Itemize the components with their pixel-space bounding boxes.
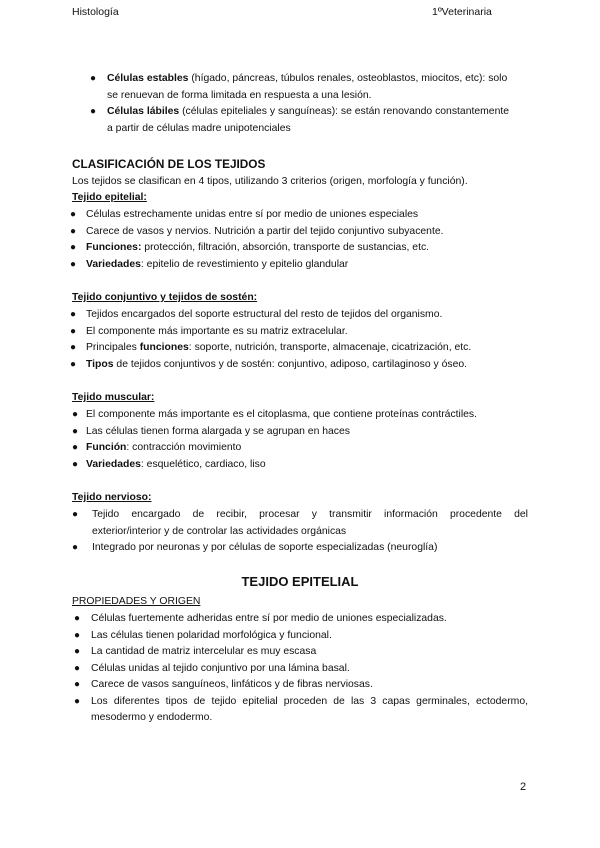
text: (hígado, páncreas, túbulos renales, osteoblastos, miocitos, etc): solo (188, 73, 508, 84)
list-item: ● Células fuertemente adheridas entre sí por medio de uniones especializadas. (74, 611, 528, 628)
term: Células lábiles (107, 106, 180, 117)
intro-text: Los tejidos se clasifican en 4 tipos, utilizando 3 criterios (origen, morfología y función). (72, 176, 468, 187)
list-item (90, 71, 540, 104)
list-item (74, 694, 528, 727)
subsection-heading: Tejido muscular: (72, 392, 155, 403)
bullet-icon: ● (74, 679, 81, 690)
nervioso-list (72, 507, 528, 557)
bullet-icon: ● (74, 646, 81, 657)
list-item: ● Principales funciones: soporte, nutrición, transporte, almacenaje, cicatrización, etc. (70, 340, 540, 357)
bullet-icon: ● (90, 73, 97, 84)
cell-types-list (90, 71, 540, 137)
bullet-icon: ● (72, 542, 79, 553)
text: (células epiteliales y sanguíneas): se están renovando constantemente (179, 106, 510, 117)
list-item: ● El componente más importante es el citoplasma, que contiene proteínas contráctiles. (72, 407, 532, 424)
bullet-icon: ● (70, 325, 77, 337)
conjuntivo-list (70, 307, 540, 373)
text: mesodermo y endodermo. (91, 712, 213, 723)
section-title: TEJIDO EPITELIAL (241, 574, 359, 589)
bullet-icon: ● (72, 425, 79, 437)
list-item: ● Células estrechamente unidas entre sí por medio de uniones especiales (70, 207, 530, 224)
subsection-heading: PROPIEDADES Y ORIGEN (72, 596, 201, 607)
bullet-icon: ● (72, 442, 79, 453)
bullet-icon: ● (70, 242, 77, 253)
bullet-icon: ● (70, 309, 77, 320)
subsection-heading: Tejido conjuntivo y tejidos de sostén: (72, 292, 258, 303)
bullet-icon: ● (70, 225, 77, 237)
list-item: ● Carece de vasos sanguíneos, linfáticos y de fibras nerviosas. (74, 677, 528, 694)
list-item: ● Tejidos encargados del soporte estructural del resto de tejidos del organismo. (70, 307, 540, 324)
list-item: ● La cantidad de matriz intercelular es muy escasa (74, 644, 528, 661)
bullet-icon: ● (72, 458, 79, 470)
header-course: 1ºVeterinaria (432, 6, 492, 18)
list-item: ● Variedades: epitelio de revestimiento y epitelio glandular (70, 257, 530, 274)
list-item: ● Tipos de tejidos conjuntivos y de sostén: conjuntivo, adiposo, cartilaginoso y óseo. (70, 357, 540, 374)
text: se renuevan de forma limitada en respuesta a una lesión. (107, 89, 372, 101)
list-item: ● El componente más importante es su matriz extracelular. (70, 324, 540, 341)
list-item (72, 507, 528, 540)
text: Los diferentes tipos de tejido epitelial proceden de las 3 capas germinales, ectodermo, (91, 695, 528, 707)
section-title: CLASIFICACIÓN DE LOS TEJIDOS (72, 157, 266, 171)
epitelial-list (70, 207, 530, 273)
properties-list (74, 611, 528, 727)
bullet-icon: ● (74, 662, 81, 674)
bullet-icon: ● (72, 509, 79, 520)
list-item: ● Variedades: esquelético, cardiaco, liso (72, 457, 532, 474)
bullet-icon: ● (74, 629, 81, 641)
list-item (90, 104, 540, 137)
subsection-heading: Tejido nervioso: (72, 492, 152, 503)
list-item: ● Células unidas al tejido conjuntivo por una lámina basal. (74, 661, 528, 678)
bullet-icon: ● (70, 342, 77, 353)
list-item: ● Carece de vasos y nervios. Nutrición a partir del tejido conjuntivo subyacente. (70, 224, 530, 241)
bullet-icon: ● (70, 209, 77, 220)
bullet-icon: ● (90, 106, 97, 117)
muscular-list (72, 407, 532, 473)
text: Integrado por neuronas y por células de soporte especializadas (neuroglía) (92, 542, 438, 553)
bullet-icon: ● (72, 409, 79, 420)
list-item: ● Las células tienen forma alargada y se agrupan en haces (72, 424, 532, 441)
list-item (72, 540, 528, 557)
text: Tejido encargado de recibir, procesar y transmitir información procedente del (92, 509, 528, 520)
subsection-heading: Tejido epitelial: (72, 192, 147, 203)
list-item: ● Funciones: protección, filtración, absorción, transporte de sustancias, etc. (70, 240, 530, 257)
text: a partir de células madre unipotenciales (107, 122, 291, 134)
bullet-icon: ● (70, 358, 77, 370)
list-item: ● Función: contracción movimiento (72, 440, 532, 457)
page-number: 2 (520, 781, 527, 793)
header-subject: Histología (72, 6, 119, 18)
list-item: ● Las células tienen polaridad morfológica y funcional. (74, 628, 528, 645)
text: exterior/interior y de controlar las actividades orgánicas (92, 525, 347, 537)
bullet-icon: ● (74, 695, 81, 707)
term: Células estables (107, 73, 189, 84)
bullet-icon: ● (74, 613, 81, 624)
bullet-icon: ● (70, 258, 77, 270)
